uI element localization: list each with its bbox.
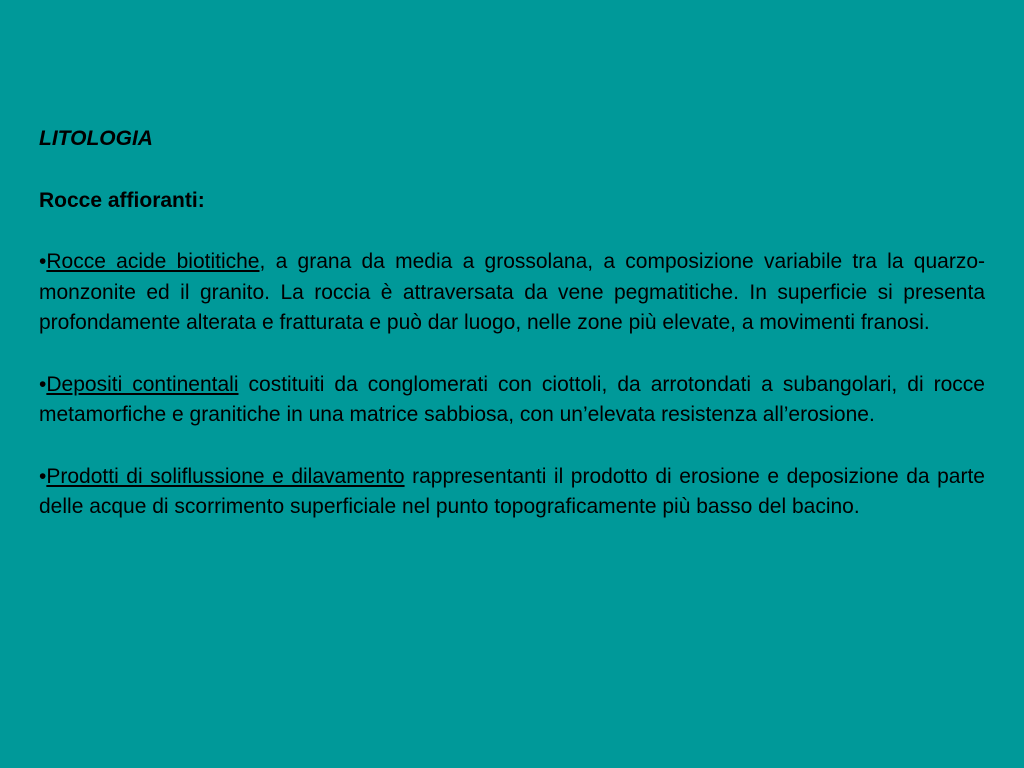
paragraph-rocce-acide (39, 247, 985, 339)
term-rocce-acide-biotitiche: Rocce acide biotitiche (46, 250, 260, 273)
bullet: • (39, 464, 47, 488)
paragraph-prodotti-soliflussione (39, 462, 985, 523)
term-depositi-continentali: Depositi continentali (46, 372, 239, 396)
bullet: • (39, 250, 47, 273)
term-prodotti-soliflussione-dilavamento: Prodotti di soliflussione e dilavamento (46, 464, 405, 488)
slide-title: LITOLOGIA (39, 127, 153, 150)
paragraph-depositi-continentali (39, 370, 985, 431)
paragraph-text: costituiti da conglomerati con ciottoli, da arrotondati a subangolari, di rocce metamorfiche e granitiche in una matrice sabbiosa, con un’elevata resistenza all’erosione. (39, 372, 985, 426)
bullet: • (39, 372, 47, 396)
paragraph-text: rappresentanti il prodotto di erosione e deposizione da parte delle acque di scorrimento superficiale nel punto topograficamente più basso del bacino. (39, 464, 985, 518)
paragraph-text: , a grana da media a grossolana, a composizione variabile tra la quarzo-monzonite ed il granito. La roccia è attraversata da vene pegmatitiche. In superficie si presenta profondamente alterata e fratturata e può dar luogo, nelle zone più elevate, a movimenti franosi. (39, 250, 985, 334)
section-heading: Rocce affioranti: (39, 188, 205, 212)
slide-content (39, 124, 985, 523)
